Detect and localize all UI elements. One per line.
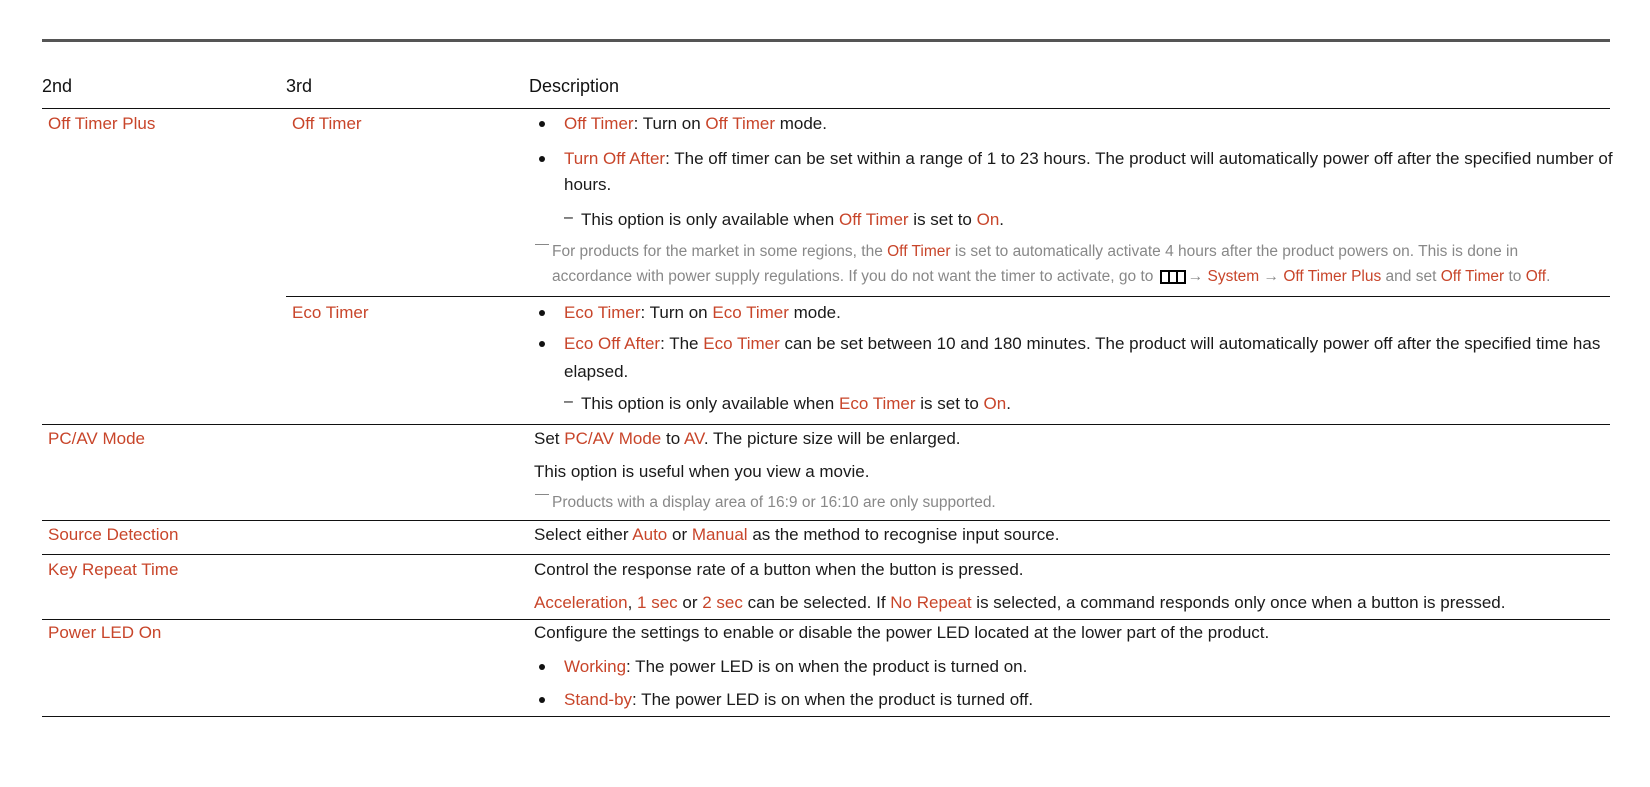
row-eco-timer-label: Eco Timer [292,303,369,322]
pcav-note: Products with a display area of 16:9 or 16:10 are only supported. [552,494,996,511]
row-off-timer-plus-label: Off Timer Plus [48,114,156,133]
row-rule [42,424,1610,425]
sub-dash: – [564,393,573,410]
header-2nd: 2nd [42,76,73,96]
keyrepeat-line-2: Acceleration, 1 sec or 2 sec can be selected. If No Repeat is selected, a command responds only once when a button is pressed. [534,593,1506,612]
row-rule [42,520,1610,521]
row-key-repeat-label: Key Repeat Time [48,560,179,579]
row-rule [42,619,1610,620]
bullet [539,121,545,127]
powerled-line-1: Configure the settings to enable or disable the power LED located at the lower part of the product. [534,623,1270,642]
eco-off-after-line-1: Eco Off After: The Eco Timer can be set between 10 and 180 minutes. The product will automatically power off after the specified time has [564,334,1601,353]
row-pcav-label: PC/AV Mode [48,429,146,448]
header-rule [42,108,1610,109]
turn-off-after-line-2: hours. [564,175,612,194]
row-power-led-label: Power LED On [48,623,162,642]
sub-dash: – [564,209,573,226]
note-mark [535,494,549,495]
keyrepeat-line-1: Control the response rate of a button when the button is pressed. [534,560,1024,579]
bullet [539,310,545,316]
pcav-line-2: This option is useful when you view a movie. [534,462,870,481]
pcav-line-1: Set PC/AV Mode to AV. The picture size will be enlarged. [534,429,961,448]
menu-icon [1160,270,1186,284]
row-rule [42,554,1610,555]
eco-off-after-line-2: elapsed. [564,362,629,381]
bullet [539,697,545,703]
top-rule [42,39,1610,42]
powerled-bullet-1: Working: The power LED is on when the product is turned on. [564,657,1028,676]
source-line-1: Select either Auto or Manual as the method to recognise input source. [534,525,1060,544]
eco-timer-sub-note: This option is only available when Eco Timer is set to On. [581,394,1011,413]
note-mark [535,244,549,245]
header-3rd: 3rd [286,76,313,96]
row-source-detection-label: Source Detection [48,525,179,544]
header-description: Description [529,76,620,96]
turn-off-after-line-1: Turn Off After: The off timer can be set within a range of 1 to 23 hours. The product will automatically power off after the specified number of [564,149,1613,168]
bullet [539,341,545,347]
row-rule [286,296,1610,297]
off-timer-sub-note: This option is only available when Off Timer is set to On. [581,210,1005,229]
bullet [539,156,545,162]
bullet [539,664,545,670]
off-timer-bullet-1: Off Timer: Turn on Off Timer mode. [564,114,827,133]
off-timer-note-line-2: accordance with power supply regulations. If you do not want the timer to activate, go to → System → Off Timer Plus and set Off Timer to Off. [552,268,1551,285]
powerled-bullet-2: Stand-by: The power LED is on when the product is turned off. [564,690,1034,709]
off-timer-note-line-1: For products for the market in some regions, the Off Timer is set to automatically activate 4 hours after the product powers on. This is done in [552,243,1519,260]
row-off-timer-label: Off Timer [292,114,362,133]
eco-timer-bullet-1: Eco Timer: Turn on Eco Timer mode. [564,303,841,322]
table-bottom-rule [42,716,1610,717]
